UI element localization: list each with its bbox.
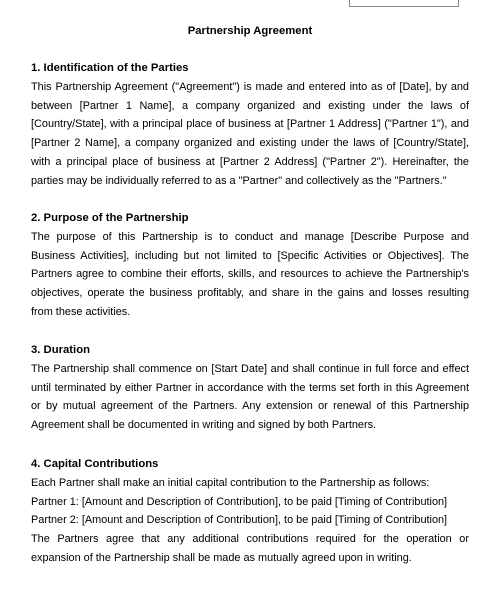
document-title: Partnership Agreement	[187, 25, 313, 37]
section-heading: 1. Identification of the Parties	[31, 62, 189, 74]
contribution-partner-2: Partner 2: [Amount and Description of Contribution], to be paid [Timing of Contribution]	[31, 514, 448, 527]
contributions-closing: The Partners agree that any additional contributions required for the operation or expansion of the Partnership shall be made as mutually agreed upon in writing.	[31, 533, 469, 564]
section-body: The purpose of this Partnership is to conduct and manage [Describe Purpose and Business Activities], including but not limited to [Specific Activities or Objectives]. The Partners agree to combine their efforts, skills, and resources to achieve the Partnership's objectives, operate the business profitably, and share in the gains and losses resulting from these activities.	[31, 230, 469, 318]
header-field-box	[349, 0, 459, 7]
section-body: The Partnership shall commence on [Start Date] and shall continue in full force and effect until terminated by either Partner in accordance with the terms set forth in this Agreement or by mutual agreement of the Partners. Any extension or renewal of this Partnership Agreement shall be documented in writing and signed by both Partners.	[31, 362, 469, 432]
section-purpose-of-partnership	[31, 209, 469, 322]
section-heading: 2. Purpose of the Partnership	[31, 212, 189, 224]
section-identification-of-parties	[31, 59, 469, 191]
section-body: This Partnership Agreement ("Agreement") is made and entered into as of [Date], by and between [Partner 1 Name], a company organized and existing under the laws of [Country/State], with a principal place of business at [Partner 1 Address] ("Partner 1"), and [Partner 2 Name], a company organized and existing under the laws of [Country/State], with a principal place of business at [Partner 2 Address] ("Partner 2"). Hereinafter, the parties may be individually referred to as a "Partner" and collectively as the "Partners."	[31, 80, 469, 187]
contribution-partner-1: Partner 1: [Amount and Description of Contribution], to be paid [Timing of Contribution]	[31, 495, 448, 508]
section-duration	[31, 341, 469, 435]
section-capital-contributions	[31, 455, 469, 568]
contributions-intro: Each Partner shall make an initial capital contribution to the Partnership as follows:	[31, 476, 430, 489]
section-heading: 4. Capital Contributions	[31, 458, 159, 470]
section-heading: 3. Duration	[31, 344, 90, 356]
